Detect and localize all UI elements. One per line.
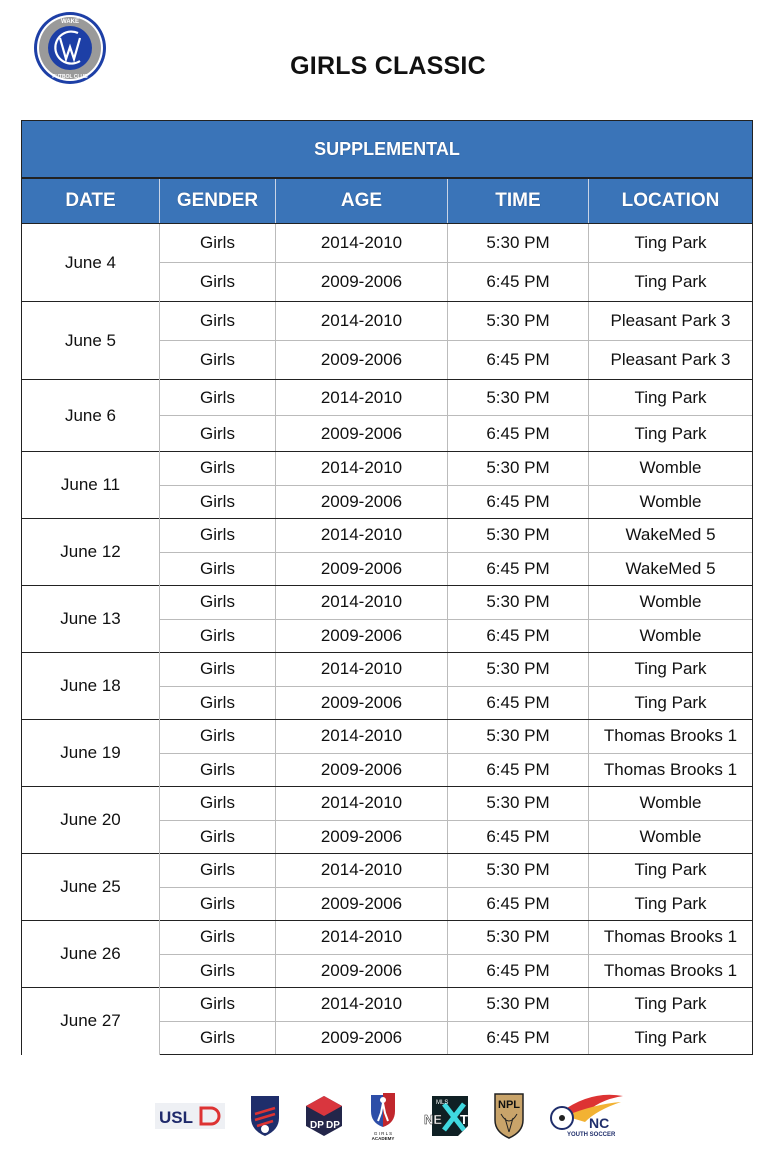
time-cell: 6:45 PM [448,552,589,586]
svg-text:NC: NC [588,1115,610,1131]
svg-text:FUTBOL CLUB: FUTBOL CLUB [52,74,88,80]
location-cell: WakeMed 5 [589,552,753,586]
time-cell: 5:30 PM [448,720,589,754]
mls-next-logo-icon [422,1094,470,1138]
gender-cell: Girls [160,720,276,754]
location-cell: Pleasant Park 3 [589,302,753,341]
age-cell: 2014-2010 [276,787,448,821]
age-cell: 2014-2010 [276,720,448,754]
table-row [22,787,753,821]
location-cell: Womble [589,619,753,653]
svg-text:YOUTH SOCCER: YOUTH SOCCER [566,1132,616,1138]
age-cell: 2014-2010 [276,653,448,687]
location-cell: Ting Park [589,1021,753,1055]
age-cell: 2009-2006 [276,954,448,988]
gender-cell: Girls [160,854,276,888]
location-cell: Womble [589,820,753,854]
gender-cell: Girls [160,586,276,620]
table-row [22,302,753,341]
gender-cell: Girls [160,887,276,921]
table-row [22,452,753,486]
age-cell: 2009-2006 [276,341,448,380]
usl-academy-logo-icon [155,1103,225,1129]
location-cell: Thomas Brooks 1 [589,720,753,754]
gender-cell: Girls [160,519,276,553]
svg-text:DP: DP [326,1120,341,1131]
age-cell: 2009-2006 [276,416,448,452]
time-cell: 6:45 PM [448,263,589,302]
schedule-table [21,120,753,1055]
location-cell: Ting Park [589,224,753,263]
time-cell: 5:30 PM [448,519,589,553]
gender-cell: Girls [160,921,276,955]
date-cell: June 19 [22,720,160,787]
age-cell: 2014-2010 [276,302,448,341]
gender-cell: Girls [160,224,276,263]
gender-cell: Girls [160,988,276,1022]
location-cell: Thomas Brooks 1 [589,921,753,955]
npl-logo-icon [493,1092,525,1140]
age-cell: 2014-2010 [276,519,448,553]
time-cell: 6:45 PM [448,341,589,380]
gender-cell: Girls [160,619,276,653]
age-cell: 2009-2006 [276,820,448,854]
location-cell: Womble [589,787,753,821]
svg-text:USL: USL [159,1108,193,1127]
age-cell: 2009-2006 [276,753,448,787]
time-cell: 6:45 PM [448,1021,589,1055]
gender-cell: Girls [160,820,276,854]
gender-cell: Girls [160,1021,276,1055]
age-cell: 2014-2010 [276,854,448,888]
location-cell: WakeMed 5 [589,519,753,553]
time-cell: 5:30 PM [448,380,589,416]
girls-academy-logo-icon [368,1091,398,1141]
date-cell: June 20 [22,787,160,854]
time-cell: 6:45 PM [448,619,589,653]
date-cell: June 25 [22,854,160,921]
location-cell: Thomas Brooks 1 [589,753,753,787]
date-cell: June 6 [22,380,160,452]
column-header-date: DATE [22,178,160,224]
date-cell: June 12 [22,519,160,586]
column-header-age: AGE [276,178,448,224]
svg-text:T: T [459,1112,468,1127]
gender-cell: Girls [160,954,276,988]
age-cell: 2014-2010 [276,921,448,955]
gender-cell: Girls [160,341,276,380]
table-row [22,854,753,888]
development-player-league-logo-icon [304,1094,344,1138]
time-cell: 6:45 PM [448,753,589,787]
age-cell: 2009-2006 [276,263,448,302]
location-cell: Ting Park [589,887,753,921]
location-cell: Thomas Brooks 1 [589,954,753,988]
column-header-location: LOCATION [589,178,753,224]
age-cell: 2014-2010 [276,988,448,1022]
location-cell: Ting Park [589,263,753,302]
time-cell: 5:30 PM [448,586,589,620]
table-row [22,720,753,754]
gender-cell: Girls [160,380,276,416]
location-cell: Ting Park [589,686,753,720]
gender-cell: Girls [160,686,276,720]
age-cell: 2009-2006 [276,485,448,519]
table-row [22,224,753,263]
date-cell: June 13 [22,586,160,653]
sponsor-logos [155,1090,625,1142]
location-cell: Womble [589,452,753,486]
column-header-time: TIME [448,178,589,224]
time-cell: 6:45 PM [448,954,589,988]
date-cell: June 11 [22,452,160,519]
gender-cell: Girls [160,452,276,486]
table-row [22,519,753,553]
table-row [22,988,753,1022]
date-cell: June 4 [22,224,160,302]
time-cell: 5:30 PM [448,787,589,821]
time-cell: 5:30 PM [448,988,589,1022]
time-cell: 5:30 PM [448,452,589,486]
age-cell: 2014-2010 [276,224,448,263]
time-cell: 5:30 PM [448,224,589,263]
gender-cell: Girls [160,552,276,586]
age-cell: 2009-2006 [276,552,448,586]
column-header-gender: GENDER [160,178,276,224]
table-row [22,921,753,955]
gender-cell: Girls [160,653,276,687]
age-cell: 2009-2006 [276,686,448,720]
age-cell: 2009-2006 [276,887,448,921]
location-cell: Womble [589,485,753,519]
gender-cell: Girls [160,263,276,302]
time-cell: 6:45 PM [448,485,589,519]
gender-cell: Girls [160,753,276,787]
svg-text:DP: DP [310,1120,325,1131]
location-cell: Ting Park [589,416,753,452]
date-cell: June 18 [22,653,160,720]
gender-cell: Girls [160,302,276,341]
date-cell: June 5 [22,302,160,380]
svg-text:ACADEMY: ACADEMY [371,1136,395,1141]
svg-text:NPL: NPL [498,1099,521,1111]
date-cell: June 26 [22,921,160,988]
section-title: SUPPLEMENTAL [22,121,753,179]
location-cell: Pleasant Park 3 [589,341,753,380]
location-cell: Ting Park [589,653,753,687]
age-cell: 2014-2010 [276,452,448,486]
svg-text:MLS: MLS [435,1100,448,1106]
national-league-logo-icon [249,1094,281,1138]
time-cell: 6:45 PM [448,820,589,854]
svg-text:WAKE: WAKE [61,19,79,25]
page-title: GIRLS CLASSIC [290,52,486,80]
gender-cell: Girls [160,416,276,452]
time-cell: 5:30 PM [448,653,589,687]
time-cell: 5:30 PM [448,302,589,341]
age-cell: 2014-2010 [276,380,448,416]
age-cell: 2014-2010 [276,586,448,620]
location-cell: Ting Park [589,380,753,416]
nc-youth-soccer-logo-icon [549,1094,625,1138]
date-cell: June 27 [22,988,160,1055]
svg-text:NE: NE [423,1112,442,1127]
location-cell: Ting Park [589,854,753,888]
age-cell: 2009-2006 [276,619,448,653]
time-cell: 5:30 PM [448,921,589,955]
gender-cell: Girls [160,485,276,519]
age-cell: 2009-2006 [276,1021,448,1055]
gender-cell: Girls [160,787,276,821]
location-cell: Womble [589,586,753,620]
time-cell: 5:30 PM [448,854,589,888]
svg-text:G I R L S: G I R L S [373,1131,393,1136]
time-cell: 6:45 PM [448,887,589,921]
time-cell: 6:45 PM [448,416,589,452]
location-cell: Ting Park [589,988,753,1022]
time-cell: 6:45 PM [448,686,589,720]
table-row [22,586,753,620]
table-row [22,653,753,687]
table-row [22,380,753,416]
